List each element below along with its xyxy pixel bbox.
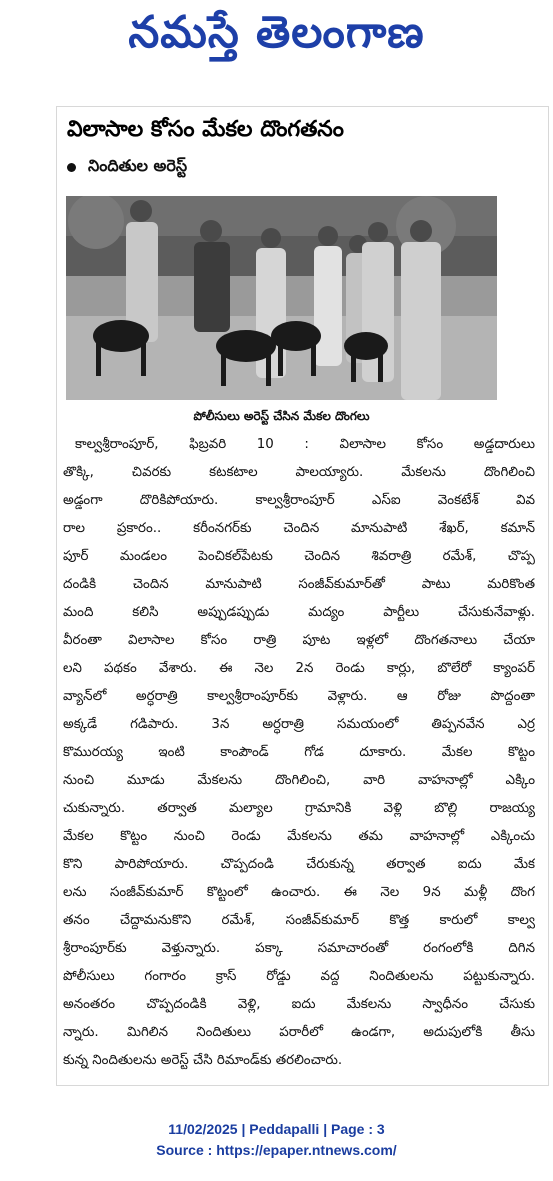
body-line: వీరంతా విలాసాల కోసం రాత్రి పూట ఇళ్లలో దొంగతనాలు చేయా (63, 633, 535, 648)
body-line: నుంచి మూడు మేకలను దొంగిలించి, వారి వాహనాల్లో ఎక్కిం (63, 773, 535, 788)
footer-date-line: 11/02/2025 | Peddapalli | Page : 3 (168, 1121, 385, 1137)
bullet-icon (67, 163, 76, 172)
subhead-text: నిందితుల అరెస్ట్ (88, 156, 188, 175)
body-line: కొని పారిపోయారు. చొప్పదండి చేరుకున్న తర్వాత ఐదు మేక (63, 857, 535, 872)
article-body (63, 431, 535, 1075)
body-line: మంది కలిసి అప్పుడప్పుడు మద్యం పార్టీలు చేసుకునేవాళ్లు. (63, 605, 535, 620)
body-line: అనంతరం చొప్పదండికి వెళ్లి, ఐదు మేకలను స్వాధీనం చేసుకు (63, 997, 535, 1012)
news-photo (66, 196, 497, 400)
body-line: లను సంజీవ్‌కుమార్ కొట్టంలో ఉంచారు. ఈ నెల 9న మళ్లీ దొంగ (63, 885, 535, 900)
body-line: చుకున్నారు. తర్వాత మల్యాల గ్రామానికి వెళ్లి బొల్లి రాజయ్య (63, 801, 535, 816)
body-line: కున్న నిందితులను అరెస్ట్ చేసి రిమాండ్‌కు తరలించారు. (63, 1053, 343, 1068)
body-line: దండికి చెందిన మానుపాటి సంజీవ్‌కుమార్‌తో పాటు మరికొంత (63, 577, 535, 592)
body-line: అడ్డంగా దొరికిపోయారు. కాల్వశ్రీరాంపూర్ ఎస్ఐ వెంకటేశ్ వివ (63, 493, 535, 508)
body-line: న్నారు. మిగిలిన నిందితులు పరారీలో ఉండగా, అదుపులోకి తీసు (63, 1025, 535, 1040)
article-subhead (67, 156, 187, 179)
body-line: కాల్వశ్రీరాంపూర్, ఫిబ్రవరి 10 : విలాసాల కోసం అడ్డదారులు (75, 437, 535, 452)
photo-illustration (66, 196, 497, 400)
masthead-title: నమస్తే తెలంగాణ (128, 7, 425, 58)
body-line: కొమురయ్య ఇంటి కాంపౌండ్ గోడ దూకారు. మేకల కొట్టం (63, 745, 535, 760)
body-line: లని పథకం వేశారు. ఈ నెల 2న రెండు కార్లు, బొలేరో క్యాంపర్ (63, 661, 535, 676)
body-line: మేకల కొట్టం నుంచి రెండు మేకలను తమ వాహనాల్లో ఎక్కించు (63, 829, 535, 844)
body-line: అక్కడే గడిపారు. 3న అర్ధరాత్రి సమయంలో తిప్పనవేన ఎర్ర (63, 717, 535, 732)
article-headline: విలాసాల కోసం మేకల దొంగతనం (67, 117, 344, 142)
newspaper-masthead (0, 6, 553, 70)
article-clipping (56, 106, 549, 1086)
body-line: తొక్కి, చివరకు కటకటాల పాలయ్యారు. మేకలను దొంగిలించి (63, 465, 535, 480)
body-line: తనం చేద్దామనుకొని రమేశ్, సంజీవ్‌కుమార్ కొత్త కారులో కాల్వ (63, 913, 535, 928)
body-line: రాల ప్రకారం.. కరీంనగర్‌కు చెందిన మానుపాటి శేఖర్, కమాన్ (63, 521, 535, 536)
body-line: పోలీసులు గంగారం క్రాస్ రోడ్డు వద్ద నిందితులను పట్టుకున్నారు. (63, 969, 535, 984)
body-line: శ్రీరాంపూర్‌కు వెళ్తున్నారు. పక్కా సమాచారంతో రంగంలోకి దిగిన (63, 941, 535, 956)
body-line: పూర్ మండలం పెంచికల్‌పేటకు చెందిన శివరాత్రి రమేశ్, చొప్ప (63, 549, 535, 564)
body-line: వ్యాన్‌లో అర్ధరాత్రి కాల్వశ్రీరాంపూర్‌కు వెళ్లారు. ఆ రోజు పొద్దంతా (63, 689, 535, 704)
footer-source-line: Source : https://epaper.ntnews.com/ (156, 1142, 397, 1158)
photo-caption: పోలీసులు అరెస్ట్ చేసిన మేకల దొంగలు (193, 409, 370, 423)
